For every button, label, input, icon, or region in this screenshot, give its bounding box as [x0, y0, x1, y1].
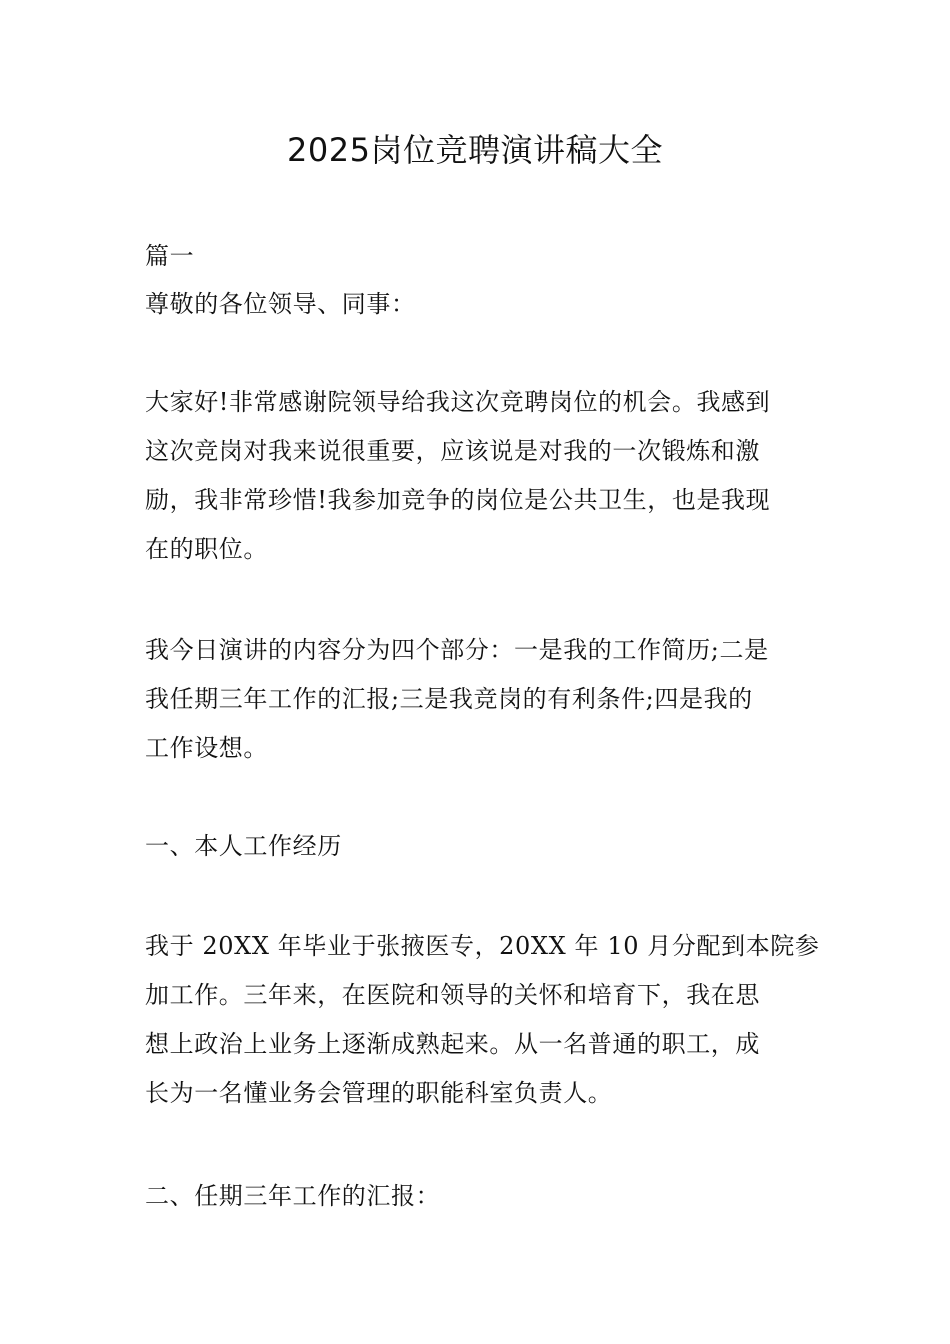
salutation: 尊敬的各位领导、同事：: [145, 290, 416, 318]
paragraph-line: 加工作。三年来，在医院和领导的关怀和培育下，我在思: [145, 981, 760, 1009]
paragraph-line: 想上政治上业务上逐渐成熟起来。从一名普通的职工，成: [145, 1030, 760, 1058]
paragraph-line: 我于 20XX 年毕业于张掖医专，20XX 年 10 月分配到本院参: [145, 932, 820, 960]
paragraph-greeting: [145, 378, 810, 574]
paragraph-line: 在的职位。: [145, 535, 268, 563]
paragraph-line: 工作设想。: [145, 734, 268, 762]
paragraph-experience: [145, 922, 820, 1118]
heading-work-report: 二、任期三年工作的汇报：: [145, 1182, 441, 1210]
heading-work-experience: 一、本人工作经历: [145, 832, 342, 860]
paragraph-line: 大家好!非常感谢院领导给我这次竞聘岗位的机会。我感到: [145, 388, 771, 416]
paragraph-outline: [145, 626, 810, 773]
paragraph-line: 我今日演讲的内容分为四个部分：一是我的工作简历;二是: [145, 636, 769, 664]
section-label: 篇一: [145, 242, 195, 270]
document-title: 2025岗位竞聘演讲稿大全: [287, 131, 663, 169]
paragraph-line: 励，我非常珍惜!我参加竞争的岗位是公共卫生，也是我现: [145, 486, 771, 514]
paragraph-line: 这次竞岗对我来说很重要，应该说是对我的一次锻炼和激: [145, 437, 760, 465]
paragraph-line: 我任期三年工作的汇报;三是我竞岗的有利条件;四是我的: [145, 685, 753, 713]
paragraph-line: 长为一名懂业务会管理的职能科室负责人。: [145, 1079, 613, 1107]
